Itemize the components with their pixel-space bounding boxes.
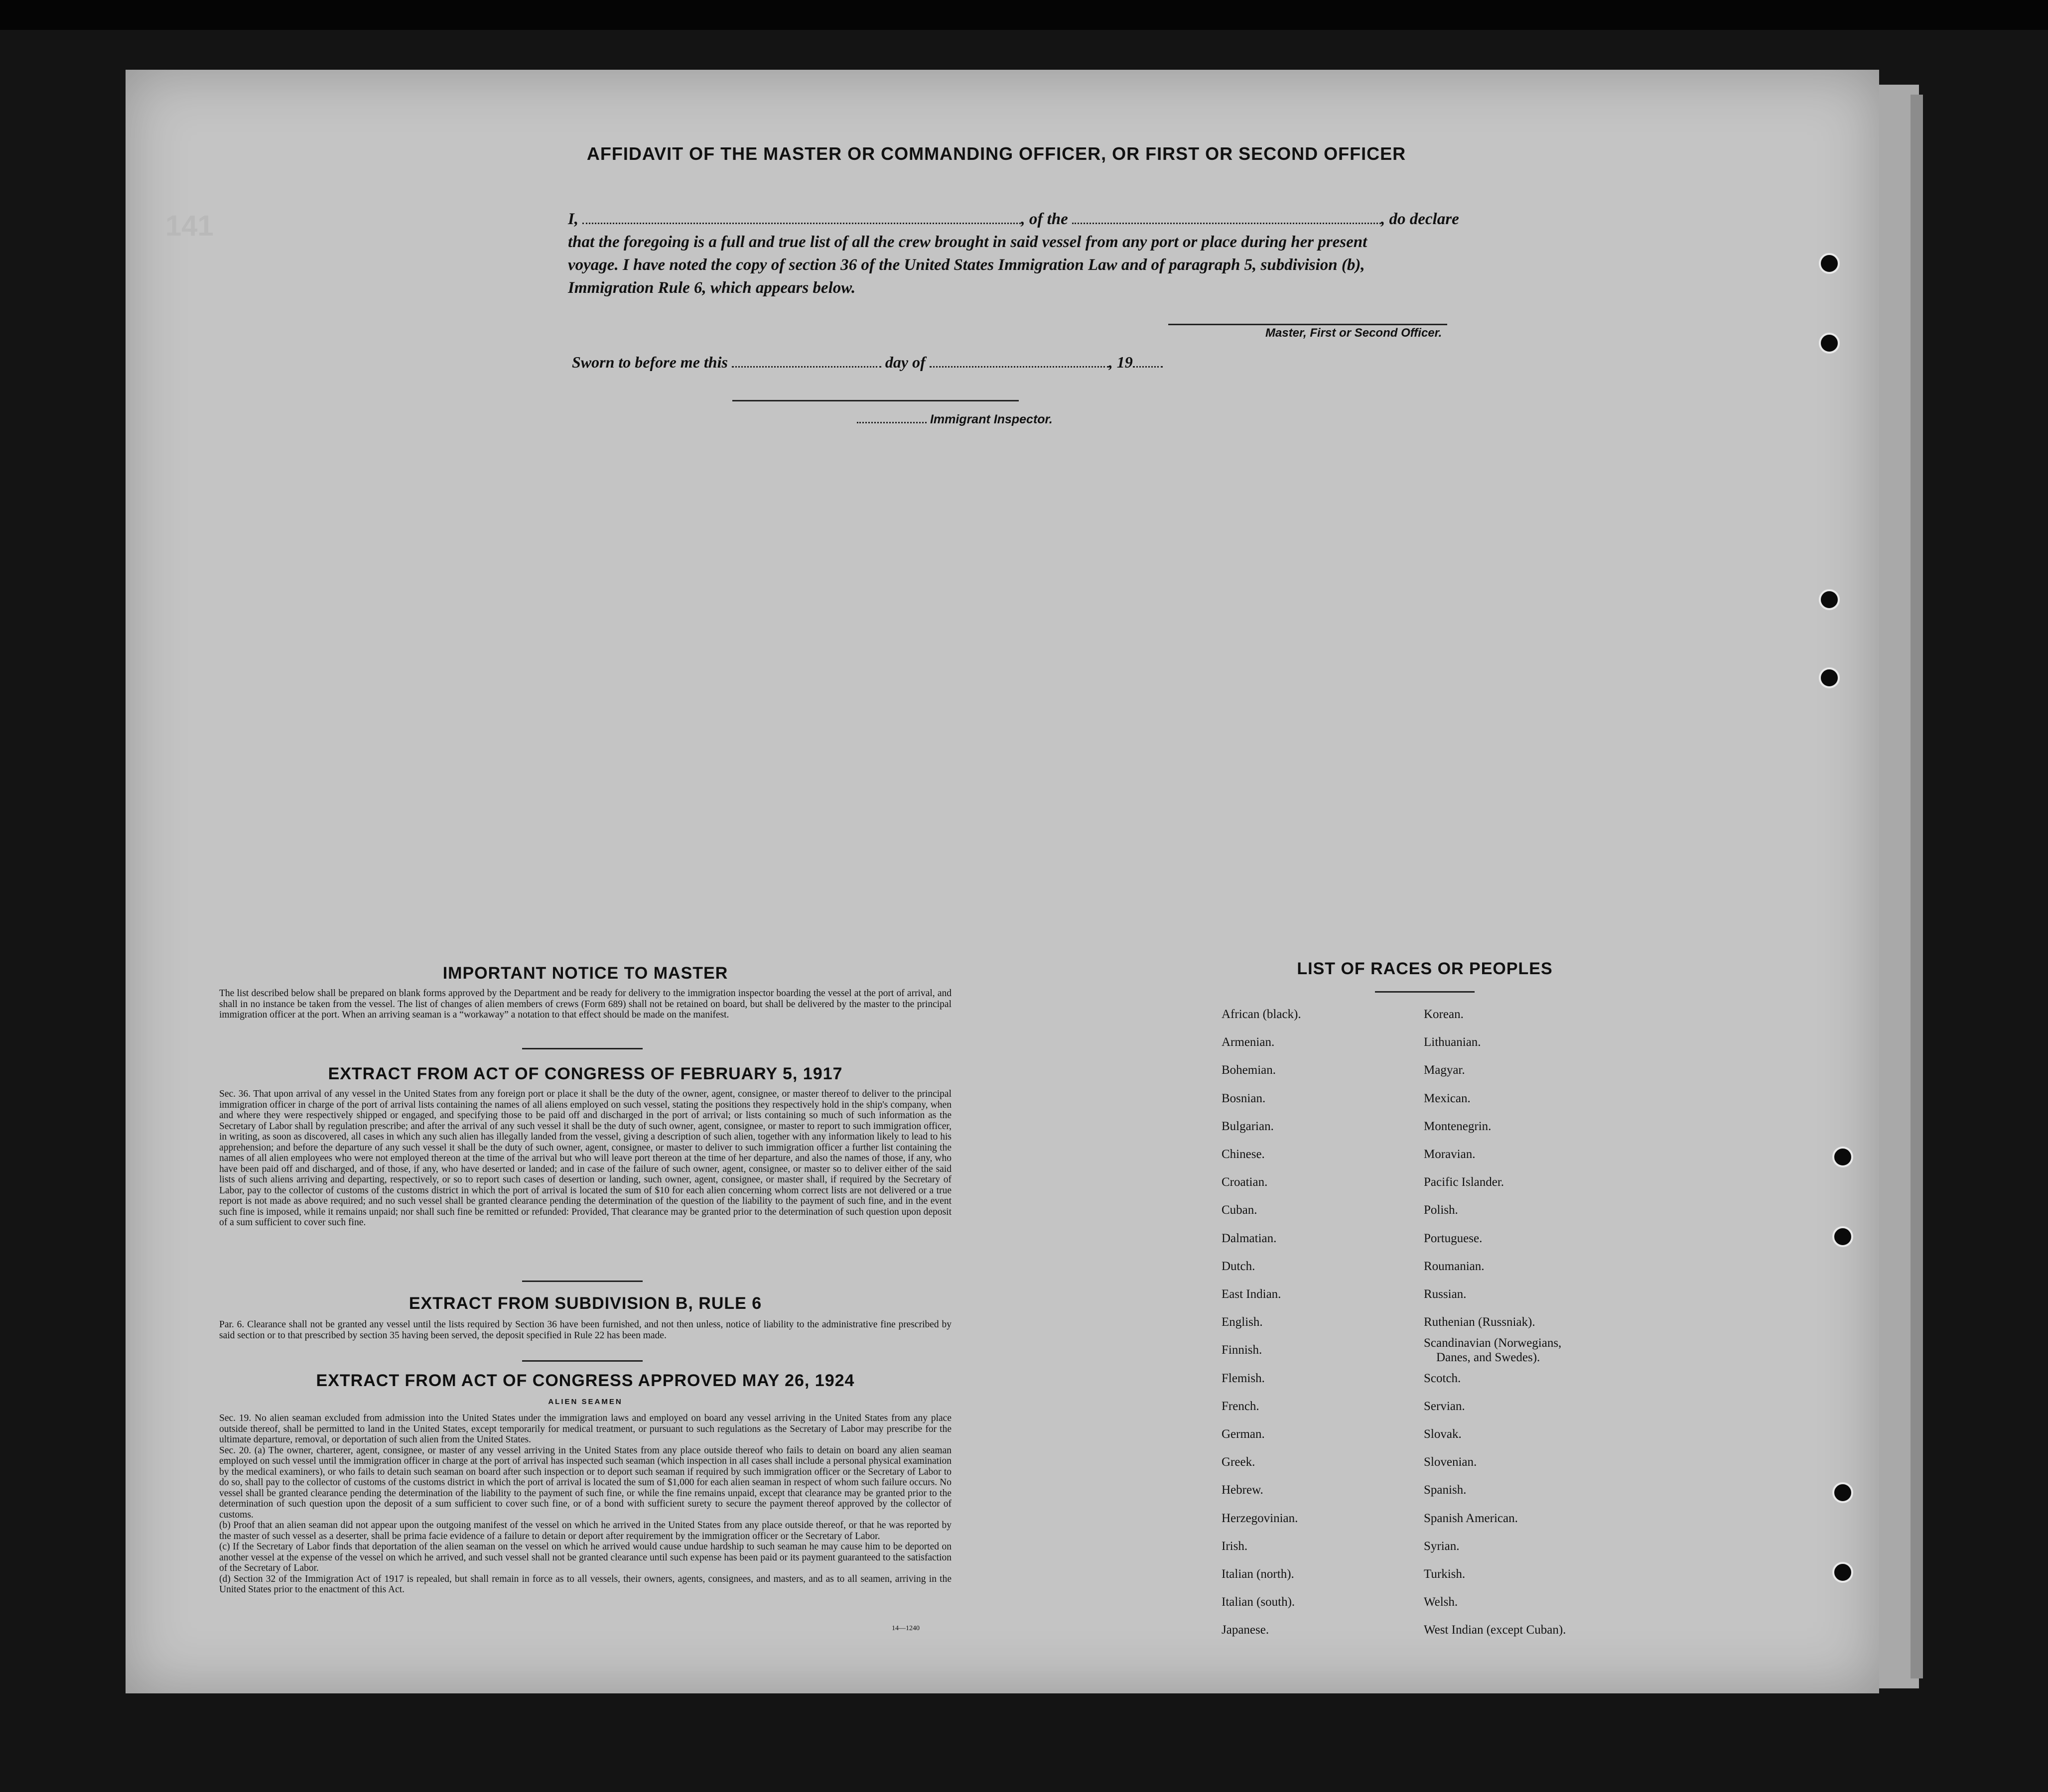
race-item: Hebrew. bbox=[1222, 1483, 1263, 1497]
section-divider bbox=[522, 1048, 643, 1049]
race-item: Cuban. bbox=[1222, 1203, 1257, 1217]
race-item: German. bbox=[1222, 1427, 1265, 1441]
races-title: LIST OF RACES OR PEOPLES bbox=[1297, 959, 1553, 978]
race-item: Syrian. bbox=[1424, 1539, 1460, 1553]
race-item: Croatian. bbox=[1222, 1175, 1268, 1189]
races-left-column bbox=[1222, 1001, 1301, 1645]
section-divider bbox=[522, 1280, 643, 1282]
race-item: East Indian. bbox=[1222, 1287, 1281, 1301]
race-item: Montenegrin. bbox=[1424, 1119, 1492, 1133]
race-item: French. bbox=[1222, 1399, 1259, 1413]
race-item: Pacific Islander. bbox=[1424, 1175, 1504, 1189]
race-item: Dutch. bbox=[1222, 1259, 1255, 1273]
sec-20b: (b) Proof that an alien seaman did not appear upon the outgoing manifest of the vessel on which he arrived in the United States from any place outside thereof, or that he was reported by the master of such vessel as a deserter, shall be prima facie evidence of a failure to detain or deport after requirement by the immigration officer or the Secretary of Labor. bbox=[219, 1520, 952, 1541]
extract-rule6-body: Par. 6. Clearance shall not be granted any vessel until the lists required by Section 36 have been furnished, and not then unless, notice of liability to the administrative fine prescribed by said section or to that prescribed by section 35 having been served, the deposit specified in Rule 22 has been made. bbox=[219, 1319, 952, 1341]
race-item: Chinese. bbox=[1222, 1148, 1265, 1161]
race-item: West Indian (except Cuban). bbox=[1424, 1623, 1566, 1637]
affidavit-line-4: Immigration Rule 6, which appears below. bbox=[568, 279, 856, 297]
extract-rule6-title: EXTRACT FROM SUBDIVISION B, RULE 6 bbox=[409, 1294, 762, 1313]
races-right-column bbox=[1424, 1001, 1566, 1645]
do-declare-label: , do declare bbox=[1381, 210, 1459, 228]
vessel-name-blank bbox=[1072, 206, 1381, 224]
race-item: Finnish. bbox=[1222, 1343, 1262, 1357]
sworn-line bbox=[572, 350, 1163, 372]
race-item: Slovenian. bbox=[1424, 1455, 1477, 1469]
sec-20a: Sec. 20. (a) The owner, charterer, agent, consignee, or master of any vessel arriving in the United States from any place outside thereof who fails to detain on board any alien seaman employed on such vessel until the immigration officer in charge at the port of arrival has inspected such seaman (which inspection in all cases shall include a personal physical examination by the medical examiners), or who fails to detain such seaman on board after such inspection or to deport such seaman if required by such immigration officer or the Secretary of Labor to do so, shall pay to the collector of customs of the customs district in which the port of arrival is located the sum of $1,000 for each alien seaman in respect of whom such failure occurs. No vessel shall be granted clearance pending the determination of the liability to the payment of such fine, or while the fine remains unpaid, except that clearance may be granted prior to the determination of such question upon the deposit of a sum sufficient to cover such fine, or of a bond with sufficient surety to secure the payment thereof approved by the collector of customs. bbox=[219, 1445, 952, 1520]
extract-1924-body bbox=[219, 1413, 952, 1595]
affidavit-line-2: that the foregoing is a full and true list of all the crew brought in said vessel from any port or place during her present bbox=[568, 233, 1367, 251]
sec-20d: (d) Section 32 of the Immigration Act of 1917 is repealed, but shall remain in force as to all vessels, their owners, agents, consignees, and masters, and as to all seamen, arriving in the United States prior to the enactment of this Act. bbox=[219, 1573, 952, 1595]
officer-name-blank bbox=[582, 206, 1021, 224]
binder-hole bbox=[1832, 1226, 1853, 1247]
binder-hole bbox=[1819, 589, 1840, 610]
sec-19: Sec. 19. No alien seaman excluded from admission into the United States under the immigration laws and employed on board any vessel arriving in the United States from any place outside thereof, shall be permitted to land in the United States, except temporarily for medical treatment, or pursuant to such regulations as the Secretary of Labor may prescribe for the ultimate departure, removal, or deportation of such alien from the United States. bbox=[219, 1413, 952, 1445]
inspector-label: Immigrant Inspector. bbox=[930, 412, 1053, 426]
of-the-label: , of the bbox=[1021, 210, 1068, 228]
race-item: Polish. bbox=[1424, 1203, 1458, 1217]
race-item: Bulgarian. bbox=[1222, 1119, 1274, 1133]
form-number: 14—1240 bbox=[892, 1625, 920, 1632]
signature-label: Master, First or Second Officer. bbox=[1265, 326, 1442, 340]
sworn-year-blank bbox=[1133, 350, 1163, 368]
notice-body: The list described below shall be prepared on blank forms approved by the Department and be ready for delivery to the immigration inspector boarding the vessel at the port of arrival, and shall in no instance be taken from the vessel. The list of changes of alien members of crews (Form 689) shall not be retained on board, but shall be delivered by the master to the principal immigration officer at the port. When an arriving seaman is a “workaway” a notation to that effect should be made on the manifest. bbox=[219, 988, 952, 1020]
binder-hole bbox=[1819, 253, 1840, 274]
race-item: Italian (north). bbox=[1222, 1567, 1294, 1581]
page-number-mark: 141 bbox=[165, 210, 214, 242]
sworn-day-of: day of bbox=[885, 353, 926, 371]
affidavit-body bbox=[568, 206, 1485, 299]
race-item: Armenian. bbox=[1222, 1035, 1275, 1049]
race-item: Spanish American. bbox=[1424, 1511, 1518, 1525]
section-divider bbox=[522, 1360, 643, 1362]
sworn-day-blank bbox=[732, 350, 881, 368]
race-item: English. bbox=[1222, 1315, 1263, 1329]
race-item: Flemish. bbox=[1222, 1371, 1265, 1385]
race-item: Mexican. bbox=[1424, 1091, 1471, 1105]
sec-20c: (c) If the Secretary of Labor finds that deportation of the alien seaman on the vessel on which he arrived would cause undue hardship to such seaman he may cause him to be deported on another vessel at the expense of the vessel on which he arrived, and such vessel shall not be granted clearance until such expense has been paid or its payment guaranteed to the satisfaction of the Secretary of Labor. bbox=[219, 1541, 952, 1573]
affidavit-title: AFFIDAVIT OF THE MASTER OR COMMANDING OFFICER, OR FIRST OR SECOND OFFICER bbox=[586, 143, 1406, 164]
race-item: Moravian. bbox=[1424, 1148, 1476, 1161]
race-item: Korean. bbox=[1424, 1008, 1464, 1021]
race-item: Welsh. bbox=[1424, 1595, 1458, 1609]
race-item: African (black). bbox=[1222, 1008, 1301, 1021]
sworn-year: , 19 bbox=[1108, 353, 1133, 371]
binder-hole bbox=[1819, 667, 1840, 688]
page-edge-shadow bbox=[1911, 95, 1923, 1678]
race-item: Russian. bbox=[1424, 1287, 1467, 1301]
signature-line bbox=[1168, 324, 1447, 325]
race-item: Italian (south). bbox=[1222, 1595, 1295, 1609]
sworn-month-blank bbox=[930, 350, 1109, 368]
extract-1917-body: Sec. 36. That upon arrival of any vessel in the United States from any foreign port or place it shall be the duty of the owner, agent, consignee, or master thereof to deliver to the principal immigration officer in charge of the port of arrival lists containing the names of all aliens employed on such vessel, stating the positions they respectively hold in the ship's company, when and where they were respectively shipped or engaged, and specifying those to be paid off and discharged in the port of arrival; or lists containing so much of such information as the Secretary of Labor shall by regulation prescribe; and after the arrival of any such vessel it shall be the duty of such owner, agent, consignee, or master to report to such immigration officer, in writing, as soon as discovered, all cases in which any such alien has illegally landed from the vessel, giving a description of such alien, together with any information likely to lead to his apprehension; and before the departure of any such vessel it shall be the duty of such owner, agent, consignee, or master to deliver to such immigration officer a further list containing the names of all alien employees who were not employed thereon at the time of the arrival but who will leave port thereon at the time of her departure, and also the names of those, if any, who have been paid off and discharged, and of those, if any, who have deserted or landed; and in case of the failure of such owner, agent, consignee, or master so to deliver either of the said lists of such aliens arriving and departing, respectively, or so to report such cases of desertion or landing, such owner, agent, consignee, or master shall, if required by the Secretary of Labor, pay to the collector of customs of the customs district in which the port of arrival is located the sum of $10 for each alien concerning whom correct lists are not delivered or a true report is not made as above required; and no such vessel shall be granted clearance pending the determination of the question of the liability to the payment of such fine, and in the event such fine is imposed, while it remains unpaid; nor shall such fine be remitted or refunded: Provided, That clearance may be granted prior to the determination of such question upon deposit of a sum sufficient to cover such fine. bbox=[219, 1089, 952, 1228]
race-item: Herzegovinian. bbox=[1222, 1511, 1298, 1525]
race-item: Spanish. bbox=[1424, 1483, 1467, 1497]
binder-hole bbox=[1832, 1562, 1853, 1583]
race-item: Ruthenian (Russniak). bbox=[1424, 1315, 1535, 1329]
race-item: Turkish. bbox=[1424, 1567, 1466, 1581]
binder-hole bbox=[1832, 1482, 1853, 1503]
sworn-prefix: Sworn to before me this bbox=[572, 353, 728, 371]
alien-seamen-subtitle: ALIEN SEAMEN bbox=[548, 1398, 623, 1406]
binder-hole bbox=[1832, 1147, 1853, 1167]
race-item: Bosnian. bbox=[1222, 1091, 1266, 1105]
inspector-blank bbox=[857, 409, 927, 423]
extract-1917-title: EXTRACT FROM ACT OF CONGRESS OF FEBRUARY 5, 1917 bbox=[328, 1064, 843, 1083]
notice-title: IMPORTANT NOTICE TO MASTER bbox=[442, 964, 728, 983]
affidavit-line-3: voyage. I have noted the copy of section 36 of the United States Immigration Law and of paragraph 5, subdivision (b), bbox=[568, 256, 1365, 274]
race-item: Scandinavian (Norwegians, Danes, and Swedes). bbox=[1424, 1336, 1562, 1364]
race-item: Irish. bbox=[1222, 1539, 1248, 1553]
inspector-label-wrap bbox=[857, 409, 1053, 427]
race-item: Greek. bbox=[1222, 1455, 1255, 1469]
binder-hole bbox=[1819, 333, 1840, 354]
race-item: Magyar. bbox=[1424, 1063, 1465, 1077]
race-item: Lithuanian. bbox=[1424, 1035, 1481, 1049]
race-item: Slovak. bbox=[1424, 1427, 1462, 1441]
race-item: Roumanian. bbox=[1424, 1259, 1485, 1273]
race-item: Dalmatian. bbox=[1222, 1231, 1277, 1245]
scan-border-top bbox=[0, 0, 2048, 30]
inspector-signature-line bbox=[732, 400, 1019, 401]
race-item: Scotch. bbox=[1424, 1371, 1461, 1385]
races-title-underline bbox=[1375, 991, 1475, 993]
race-item: Japanese. bbox=[1222, 1623, 1269, 1637]
race-item: Portuguese. bbox=[1424, 1231, 1483, 1245]
race-item: Bohemian. bbox=[1222, 1063, 1276, 1077]
race-item: Servian. bbox=[1424, 1399, 1465, 1413]
affidavit-i-label: I, bbox=[568, 210, 579, 228]
extract-1924-title: EXTRACT FROM ACT OF CONGRESS APPROVED MAY 26, 1924 bbox=[316, 1371, 855, 1390]
